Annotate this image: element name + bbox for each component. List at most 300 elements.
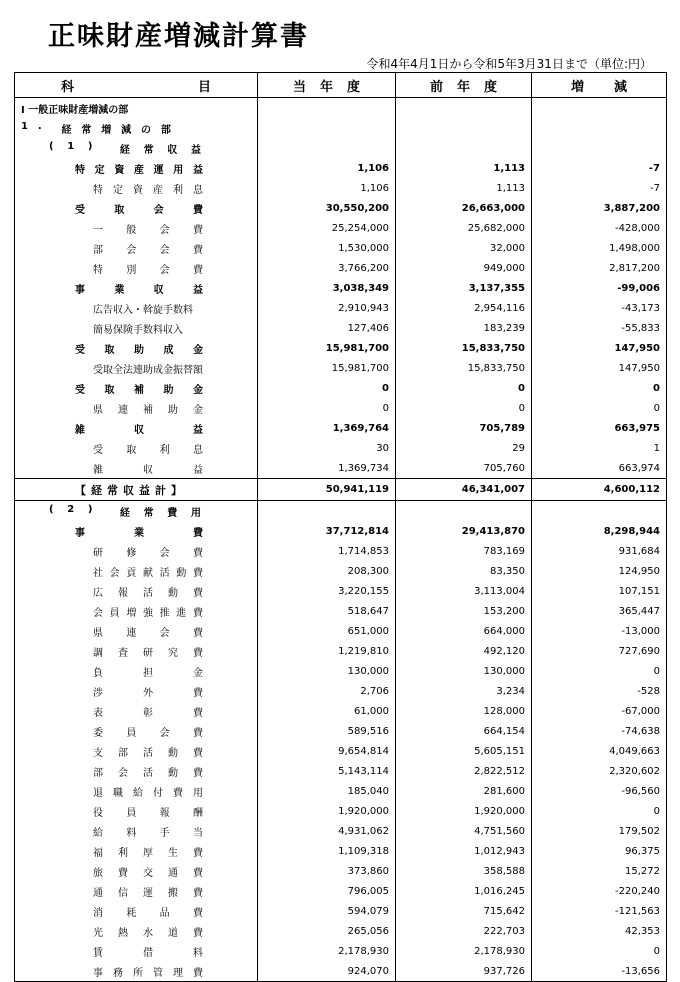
row-label-cell	[15, 641, 258, 661]
change-value: 663,974	[532, 458, 667, 479]
period-caption: 令和4年4月1日から令和5年3月31日まで（単位:円）	[366, 57, 652, 71]
header-char: 年	[319, 79, 333, 95]
row-label-char: 取	[104, 384, 115, 396]
current-year-value: 1,106	[258, 158, 396, 178]
row-label-cell	[15, 398, 258, 418]
row-label	[93, 644, 203, 659]
row-label-char: (	[49, 503, 54, 515]
table-row	[15, 561, 667, 581]
row-label-char: 費	[173, 787, 183, 799]
row-label	[75, 281, 203, 296]
row-label-char: 受	[75, 344, 85, 356]
row-label	[93, 964, 203, 979]
header-char: 当	[292, 79, 306, 95]
current-year-value: 30,550,200	[258, 198, 396, 218]
current-year-value: 15,981,700	[258, 358, 396, 378]
row-label-char: 職	[113, 787, 123, 799]
row-label-char: 酬	[192, 807, 203, 819]
current-year-value: 2,910,943	[258, 298, 396, 318]
header-previous-year	[396, 73, 532, 98]
row-label-char: 所	[133, 967, 143, 979]
row-label-cell	[15, 761, 258, 781]
change-value: 124,950	[532, 561, 667, 581]
row-label	[93, 181, 203, 196]
row-label-char: 活	[143, 767, 153, 779]
row-label-char: 金	[193, 404, 203, 416]
change-value: 2,817,200	[532, 258, 667, 278]
previous-year-value	[396, 138, 532, 158]
row-label-char: 管	[153, 967, 163, 979]
row-label-char: 受	[75, 204, 85, 216]
previous-year-value: 783,169	[396, 541, 532, 561]
previous-year-value: 358,588	[396, 861, 532, 881]
row-label	[93, 544, 203, 559]
change-value: 15,272	[532, 861, 667, 881]
current-year-value: 5,143,114	[258, 761, 396, 781]
row-label-char: 運	[153, 164, 164, 176]
change-value: -220,240	[532, 881, 667, 901]
change-value: -96,560	[532, 781, 667, 801]
row-label	[93, 684, 203, 699]
row-label-char: 常	[81, 124, 92, 136]
current-year-value: 594,079	[258, 901, 396, 921]
row-label	[93, 301, 257, 316]
row-label-char: 費	[192, 264, 203, 276]
row-label-char: 員	[109, 607, 120, 619]
row-label-char: 役	[93, 807, 103, 819]
current-year-value: 1,219,810	[258, 641, 396, 661]
current-year-value: 185,040	[258, 781, 396, 801]
row-label	[93, 241, 203, 256]
row-label-cell	[15, 378, 258, 398]
current-year-value: 518,647	[258, 601, 396, 621]
row-label-char: 動	[168, 747, 178, 759]
row-label-char: 進	[176, 607, 187, 619]
row-label-char: 経	[119, 507, 130, 519]
row-label-char: 利	[173, 184, 183, 196]
change-value: -7	[532, 178, 667, 198]
table-row	[15, 398, 667, 418]
row-label-char: 研	[93, 547, 103, 559]
row-label-char: 究	[168, 647, 178, 659]
change-value	[532, 118, 667, 138]
current-year-value: 3,038,349	[258, 278, 396, 298]
change-value: 2,320,602	[532, 761, 667, 781]
change-value: 96,375	[532, 841, 667, 861]
current-year-value: 1,106	[258, 178, 396, 198]
change-value: 1,498,000	[532, 238, 667, 258]
row-label-char: 収	[153, 284, 164, 296]
row-label-char: 費	[193, 887, 203, 899]
current-year-value: 0	[258, 398, 396, 418]
previous-year-value: 46,341,007	[396, 479, 532, 501]
change-value: 0	[532, 661, 667, 681]
table-row	[15, 541, 667, 561]
row-label-char: 会	[93, 607, 103, 619]
row-label-char: 手	[159, 827, 170, 839]
row-label-char: 支	[93, 747, 103, 759]
previous-year-value: 26,663,000	[396, 198, 532, 218]
current-year-value: 1,369,734	[258, 458, 396, 479]
previous-year-value: 83,350	[396, 561, 532, 581]
current-year-value: 1,369,764	[258, 418, 396, 438]
row-label-char: 一	[93, 224, 103, 236]
row-label	[75, 161, 203, 176]
row-label-char: 費	[192, 907, 203, 919]
row-label	[93, 804, 203, 819]
row-label-char: 雑	[93, 464, 103, 476]
row-label-char: 益	[193, 424, 203, 436]
table-row	[15, 621, 667, 641]
row-label-cell	[15, 801, 258, 821]
row-label-char: 資	[133, 184, 143, 196]
row-label-char: 特	[93, 184, 103, 196]
header-char: 減	[614, 79, 628, 95]
row-label-char: 委	[93, 727, 103, 739]
row-label-char: 当	[192, 827, 203, 839]
row-label-char: 費	[193, 587, 203, 599]
previous-year-value: 937,726	[396, 961, 532, 982]
table-row	[15, 961, 667, 982]
row-label-char: 県	[93, 627, 103, 639]
row-label-char: 務	[113, 967, 123, 979]
row-label-char: 生	[168, 847, 178, 859]
row-label	[75, 201, 203, 216]
previous-year-value: 2,822,512	[396, 761, 532, 781]
row-label-char: 2	[67, 503, 75, 515]
row-label-char: 増	[101, 124, 112, 136]
row-label-char: 補	[143, 404, 153, 416]
row-label-cell	[15, 781, 258, 801]
row-label-char: 料	[126, 827, 137, 839]
row-label-cell	[15, 178, 258, 198]
row-label-char: 員	[126, 807, 137, 819]
current-year-value: 3,766,200	[258, 258, 396, 278]
row-label-char: (	[49, 140, 54, 152]
row-label-char: 貢	[126, 567, 137, 579]
row-label	[49, 504, 201, 519]
row-label-cell	[15, 138, 258, 158]
current-year-value: 30	[258, 438, 396, 458]
row-label-char: 熱	[118, 927, 128, 939]
row-label-text: 【経常収益計】	[75, 483, 187, 497]
row-label-cell	[15, 881, 258, 901]
current-year-value: 589,516	[258, 721, 396, 741]
row-label-char: 動	[168, 587, 178, 599]
table-row	[15, 418, 667, 438]
row-label-char: 交	[143, 867, 153, 879]
statement-table	[14, 72, 667, 982]
row-label-char: 経	[119, 144, 130, 156]
row-label-char: 事	[75, 284, 85, 296]
table-row	[15, 781, 667, 801]
row-label-char: 通	[168, 867, 178, 879]
table-row	[15, 761, 667, 781]
row-label-char: 献	[142, 567, 153, 579]
previous-year-value: 32,000	[396, 238, 532, 258]
current-year-value: 37,712,814	[258, 521, 396, 541]
change-value: -428,000	[532, 218, 667, 238]
row-label-cell	[15, 218, 258, 238]
row-label-char: 動	[176, 567, 187, 579]
table-row	[15, 941, 667, 961]
table-row	[15, 338, 667, 358]
row-label-char: 会	[159, 244, 170, 256]
previous-year-value: 949,000	[396, 258, 532, 278]
row-label-char: 収	[143, 464, 153, 476]
table-row	[15, 158, 667, 178]
row-label-char: 費	[193, 967, 203, 979]
row-label-char: 費	[192, 244, 203, 256]
row-label-char: 運	[143, 887, 153, 899]
row-label-char: 搬	[168, 887, 178, 899]
row-label-char: 表	[93, 707, 103, 719]
previous-year-value: 1,012,943	[396, 841, 532, 861]
row-label-char: 活	[159, 567, 170, 579]
table-row	[15, 721, 667, 741]
row-label-cell	[15, 258, 258, 278]
row-label-char: 品	[159, 907, 170, 919]
row-label	[93, 944, 203, 959]
row-label-char: 成	[163, 344, 174, 356]
current-year-value: 4,931,062	[258, 821, 396, 841]
row-label-cell	[15, 418, 258, 438]
row-label-cell	[15, 721, 258, 741]
change-value: -13,656	[532, 961, 667, 982]
current-year-value: 924,070	[258, 961, 396, 982]
current-year-value: 2,706	[258, 681, 396, 701]
row-label-cell	[15, 941, 258, 961]
row-label-char: 特	[93, 264, 103, 276]
header-char: 度	[484, 79, 498, 95]
change-value: 42,353	[532, 921, 667, 941]
table-row	[15, 681, 667, 701]
header-current-year	[258, 73, 396, 98]
row-label-char: 会	[126, 244, 137, 256]
row-label-char: 費	[193, 687, 203, 699]
current-year-value: 796,005	[258, 881, 396, 901]
row-label-char: 社	[93, 567, 103, 579]
previous-year-value	[396, 501, 532, 522]
row-label-cell	[15, 581, 258, 601]
row-label-char: 1	[67, 140, 75, 152]
row-label-char: 給	[133, 787, 143, 799]
row-label-cell	[15, 358, 258, 378]
row-label-char: 補	[134, 384, 144, 396]
row-label-char: 費	[193, 767, 203, 779]
previous-year-value: 183,239	[396, 318, 532, 338]
row-label-char: 連	[126, 627, 137, 639]
previous-year-value: 705,789	[396, 418, 532, 438]
row-label-char: 雑	[75, 424, 85, 436]
row-label-char: 益	[190, 144, 201, 156]
table-row	[15, 98, 667, 119]
row-label-char: 業	[114, 284, 125, 296]
change-value: -7	[532, 158, 667, 178]
row-label-char: 利	[118, 847, 128, 859]
row-label	[93, 864, 203, 879]
row-label-char: 常	[143, 144, 154, 156]
row-label-char: 取	[104, 344, 115, 356]
current-year-value: 651,000	[258, 621, 396, 641]
change-value: -121,563	[532, 901, 667, 921]
row-label-cell	[15, 118, 258, 138]
row-label-cell	[15, 479, 258, 501]
row-label-text: 広告収入・斡旋手数料	[93, 304, 193, 316]
current-year-value: 373,860	[258, 861, 396, 881]
previous-year-value: 222,703	[396, 921, 532, 941]
change-value: -43,173	[532, 298, 667, 318]
change-value	[532, 501, 667, 522]
change-value: 365,447	[532, 601, 667, 621]
header-char: 前	[429, 79, 443, 95]
row-label-text: 簡易保険手数料収入	[93, 324, 183, 336]
previous-year-value: 2,178,930	[396, 941, 532, 961]
previous-year-value: 130,000	[396, 661, 532, 681]
row-label-char: 水	[143, 927, 153, 939]
row-label-char: 報	[159, 807, 170, 819]
previous-year-value: 0	[396, 378, 532, 398]
row-label-cell	[15, 661, 258, 681]
current-year-value: 208,300	[258, 561, 396, 581]
previous-year-value: 664,000	[396, 621, 532, 641]
current-year-value	[258, 501, 396, 522]
row-label-char: 息	[192, 444, 203, 456]
change-value: -74,638	[532, 721, 667, 741]
row-label-cell	[15, 861, 258, 881]
row-label	[21, 101, 257, 116]
row-label-char: 1	[21, 120, 28, 132]
row-label-char: 費	[193, 867, 203, 879]
row-label-cell	[15, 298, 258, 318]
row-label-cell	[15, 501, 258, 522]
row-label-char: 調	[93, 647, 103, 659]
row-label	[93, 321, 257, 336]
current-year-value: 265,056	[258, 921, 396, 941]
change-value: 147,950	[532, 358, 667, 378]
table-row	[15, 901, 667, 921]
row-label-char: 報	[118, 587, 128, 599]
row-label-cell	[15, 901, 258, 921]
row-label	[93, 604, 203, 619]
row-label-char: 定	[113, 184, 123, 196]
row-label-cell	[15, 681, 258, 701]
change-value: 1	[532, 438, 667, 458]
row-label-char: 活	[143, 747, 153, 759]
change-value: 4,600,112	[532, 479, 667, 501]
previous-year-value: 4,751,560	[396, 821, 532, 841]
row-label-char: 信	[118, 887, 128, 899]
table-row	[15, 821, 667, 841]
row-label-char: 用	[173, 164, 184, 176]
previous-year-value: 25,682,000	[396, 218, 532, 238]
row-label-char: 借	[143, 947, 153, 959]
row-label-char: 道	[168, 927, 178, 939]
change-value: 4,049,663	[532, 741, 667, 761]
current-year-value: 0	[258, 378, 396, 398]
row-label-char: 会	[159, 264, 170, 276]
row-label	[75, 524, 203, 539]
header-char: 増	[570, 79, 584, 95]
table-row	[15, 741, 667, 761]
change-value: -13,000	[532, 621, 667, 641]
change-value: 179,502	[532, 821, 667, 841]
table-row	[15, 921, 667, 941]
row-label-char: 推	[159, 607, 170, 619]
previous-year-value: 5,605,151	[396, 741, 532, 761]
row-label	[93, 764, 203, 779]
row-label-char: 退	[93, 787, 103, 799]
table-row	[15, 218, 667, 238]
row-label	[93, 844, 203, 859]
change-value: -67,000	[532, 701, 667, 721]
table-row	[15, 298, 667, 318]
row-label-char: 強	[142, 607, 153, 619]
row-label-char: 産	[153, 184, 163, 196]
previous-year-value: 664,154	[396, 721, 532, 741]
row-label-cell	[15, 961, 258, 982]
row-label-char: 厚	[143, 847, 153, 859]
row-label	[93, 361, 257, 376]
row-label	[93, 704, 203, 719]
row-label-char: 費	[192, 607, 203, 619]
row-label-char: 研	[143, 647, 153, 659]
current-year-value: 25,254,000	[258, 218, 396, 238]
row-label	[49, 141, 201, 156]
row-label	[93, 441, 203, 456]
header-subject	[15, 73, 258, 98]
row-label	[93, 461, 203, 476]
row-label-char: 旅	[93, 867, 103, 879]
header-char: 度	[347, 79, 361, 95]
change-value	[532, 138, 667, 158]
row-label-cell	[15, 238, 258, 258]
previous-year-value: 0	[396, 398, 532, 418]
table-row	[15, 801, 667, 821]
row-label-cell	[15, 98, 258, 119]
row-label-char: 般	[126, 224, 137, 236]
row-label-char: 会	[109, 567, 120, 579]
row-label-char: 取	[114, 204, 125, 216]
row-label-cell	[15, 621, 258, 641]
row-label-char: 連	[118, 404, 128, 416]
row-label-char: 会	[159, 547, 170, 559]
row-label-char: .	[37, 120, 42, 132]
table-row	[15, 641, 667, 661]
row-label-char: )	[87, 140, 93, 152]
row-label-char: 費	[192, 627, 203, 639]
change-value: 727,690	[532, 641, 667, 661]
row-label	[93, 221, 203, 236]
header-subject-char: 目	[197, 79, 211, 95]
row-label	[93, 624, 203, 639]
previous-year-value: 1,016,245	[396, 881, 532, 901]
table-row	[15, 601, 667, 621]
row-label-char: 経	[61, 124, 72, 136]
row-label	[93, 724, 203, 739]
row-label-char: 費	[193, 847, 203, 859]
row-label	[93, 744, 203, 759]
row-label-char: 費	[192, 727, 203, 739]
previous-year-value: 281,600	[396, 781, 532, 801]
row-label-char: 受	[75, 384, 85, 396]
row-label-cell	[15, 561, 258, 581]
table-row	[15, 458, 667, 479]
row-label-char: 用	[190, 507, 201, 519]
row-label-char: 広	[93, 587, 103, 599]
row-label-cell	[15, 821, 258, 841]
row-label-char: 利	[159, 444, 170, 456]
